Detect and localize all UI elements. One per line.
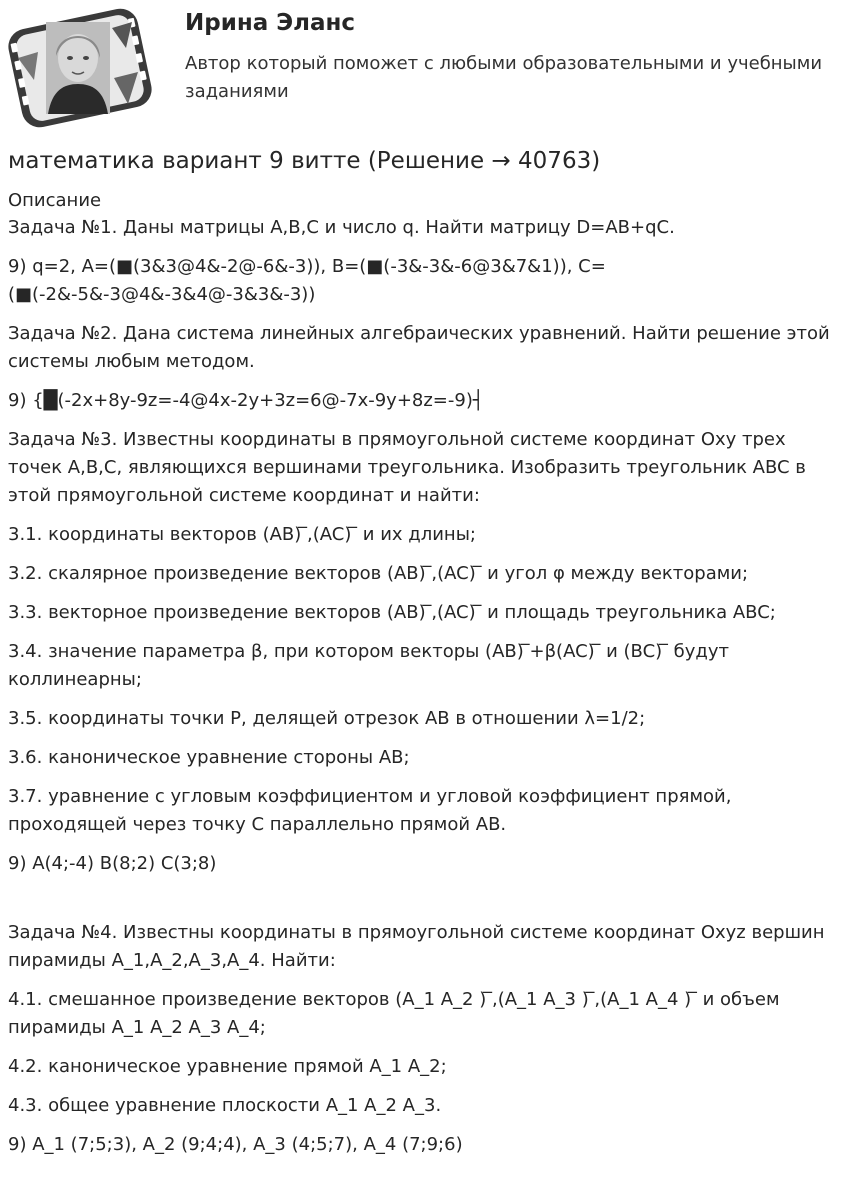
- task-2-text: Задача №2. Дана система линейных алгебраических уравнений. Найти решение этой системы любым методом.: [8, 323, 830, 372]
- task-3-item: 3.7. уравнение с угловым коэффициентом и угловой коэффициент прямой, проходящей через точку C параллельно прямой AB.: [8, 786, 732, 835]
- page-title: математика вариант 9 витте (Решение → 40763): [8, 148, 601, 174]
- task-1-variant: 9) q=2, A=(■(3&3@4&-2@-6&-3)), B=(■(-3&-3&-6@3&7&1)), C=(■(-2&-5&-3@4&-3&4@-3&3&-3)): [8, 256, 606, 305]
- task-4-item: 4.3. общее уравнение плоскости A_1 A_2 A_3.: [8, 1095, 442, 1116]
- task-3-item: 3.1. координаты векторов (AB) ̅,(AC) ̅ и их длины;: [8, 524, 476, 545]
- task-4-item: 4.2. каноническое уравнение прямой A_1 A_2;: [8, 1056, 447, 1077]
- author-avatar[interactable]: [8, 8, 153, 128]
- section-spacer: [8, 889, 838, 919]
- task-3-item: 3.2. скалярное произведение векторов (AB) ̅,(AC) ̅ и угол φ между векторами;: [8, 563, 749, 584]
- description-label: Описание: [8, 190, 102, 211]
- task-3-item: 3.4. значение параметра β, при котором векторы (AB) ̅+β(AC) ̅ и (BC) ̅ будут коллинеарны;: [8, 641, 729, 690]
- task-3-text: Задача №3. Известны координаты в прямоугольной системе координат Oxy трех точек A,B,C, являющихся вершинами треугольника. Изобразить треугольник ABC в этой прямоугольной системе координат и найти:: [8, 429, 806, 506]
- task-3-item: 3.5. координаты точки P, делящей отрезок AB в отношении λ=1/2;: [8, 708, 646, 729]
- document-content: [8, 188, 838, 1170]
- task-2-variant: 9) {█(-2x+8y-9z=-4@4x-2y+3z=6@-7x-9y+8z=-9)┤: [8, 390, 484, 411]
- task-1-text: Задача №1. Даны матрицы A,B,C и число q. Найти матрицу D=AB+qC.: [8, 217, 675, 238]
- task-3-item: 3.6. каноническое уравнение стороны AB;: [8, 747, 410, 768]
- task-4-variant: 9) A_1 (7;5;3), A_2 (9;4;4), A_3 (4;5;7), A_4 (7;9;6): [8, 1134, 463, 1155]
- author-description: Автор который поможет с любыми образовательными и учебными заданиями: [185, 53, 823, 102]
- task-4-text: Задача №4. Известны координаты в прямоугольной системе координат Oxyz вершин пирамиды A_1,A_2,A_3,A_4. Найти:: [8, 922, 825, 971]
- task-4-item: 4.1. смешанное произведение векторов (A_1 A_2 ) ̅,(A_1 A_3 ) ̅,(A_1 A_4 ) ̅ и объем пирамиды A_1 A_2 A_3 A_4;: [8, 989, 780, 1038]
- task-3-item: 3.3. векторное произведение векторов (AB) ̅,(AC) ̅ и площадь треугольника ABC;: [8, 602, 776, 623]
- author-header: [0, 0, 847, 140]
- task-3-variant: 9) A(4;-4) B(8;2) C(3;8): [8, 853, 217, 874]
- author-name[interactable]: Ирина Эланс: [185, 10, 356, 36]
